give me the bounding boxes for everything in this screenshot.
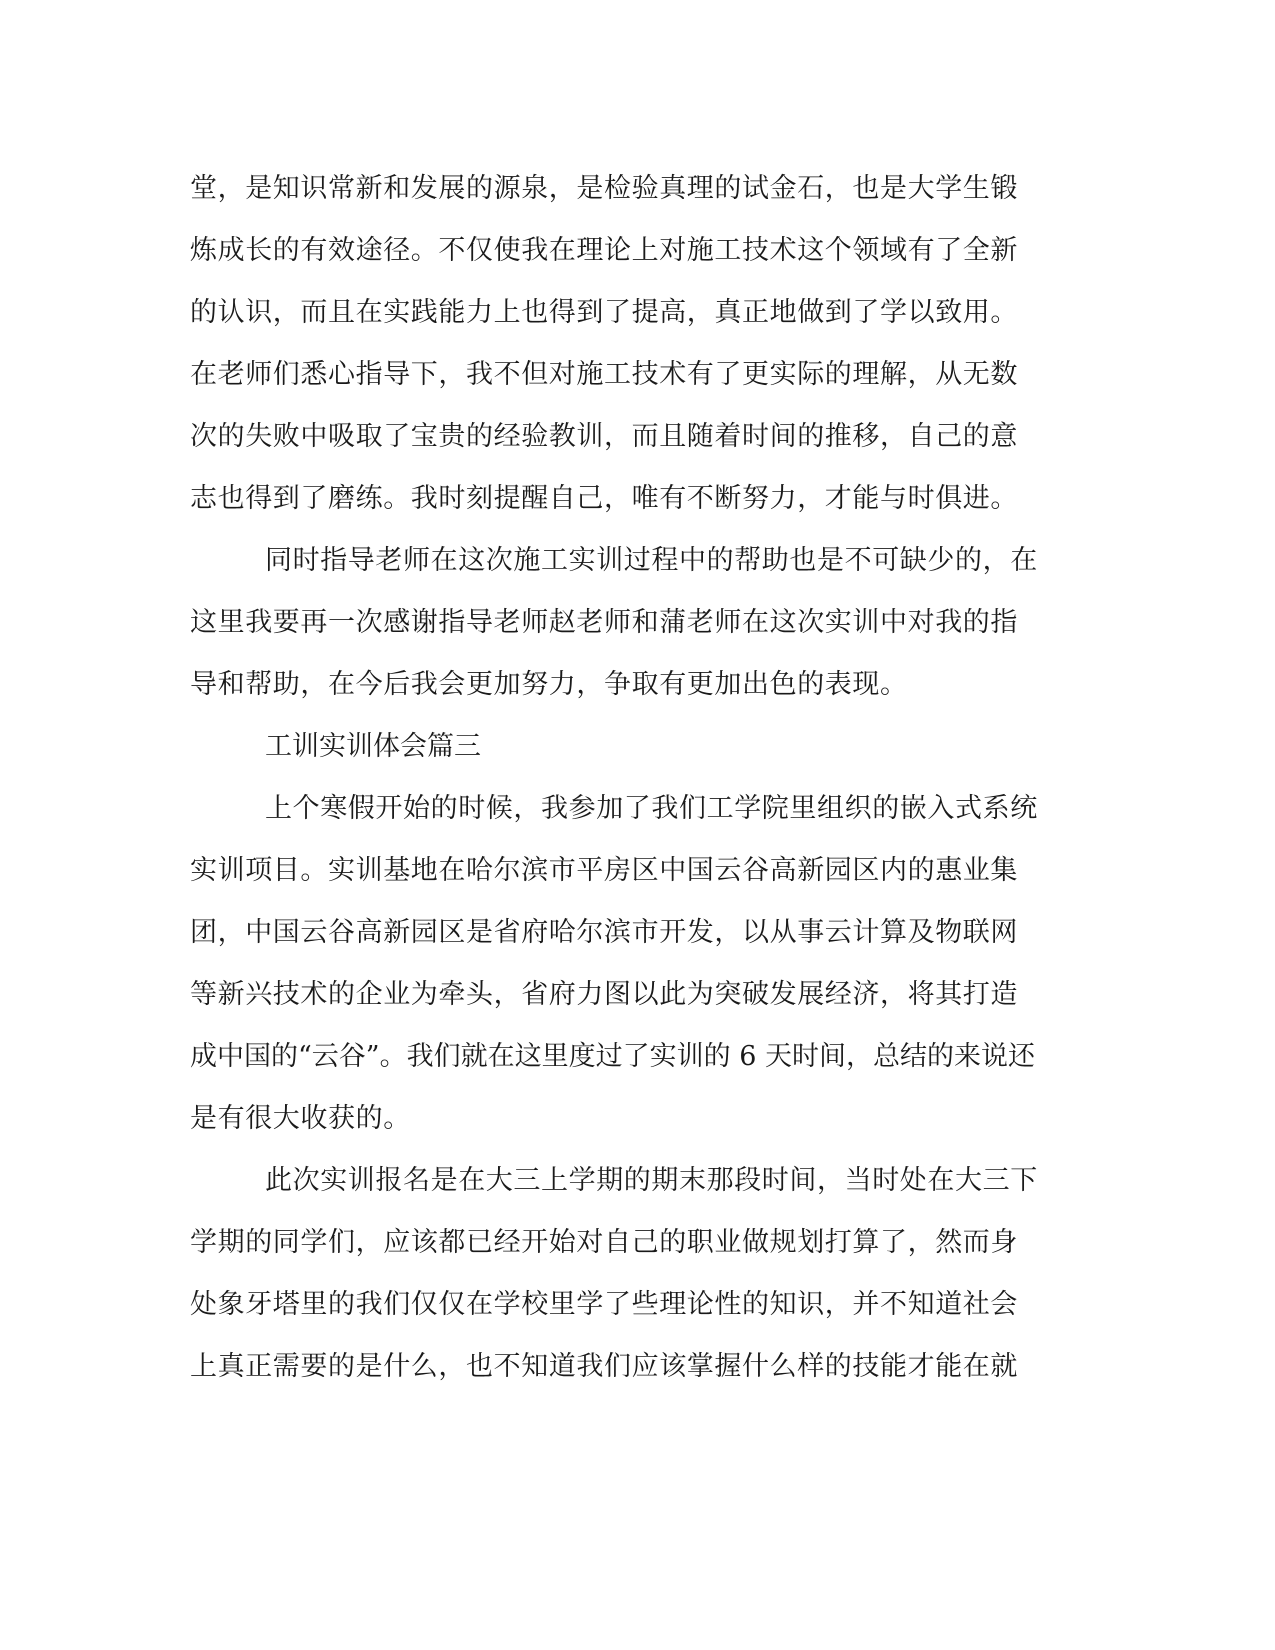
text-line: 此次实训报名是在大三上学期的期末那段时间，当时处在大三下 — [265, 1165, 1038, 1196]
section-heading: 工训实训体会篇三 — [265, 731, 481, 762]
text-line: 上真正需要的是什么，也不知道我们应该掌握什么样的技能才能在就 — [190, 1351, 1018, 1382]
text-line: 学期的同学们，应该都已经开始对自己的职业做规划打算了，然而身 — [190, 1227, 1018, 1258]
text-line: 堂，是知识常新和发展的源泉，是检验真理的试金石，也是大学生锻 — [190, 173, 1018, 204]
text-line: 上个寒假开始的时候，我参加了我们工学院里组织的嵌入式系统 — [265, 793, 1038, 824]
text-line: 实训项目。实训基地在哈尔滨市平房区中国云谷高新园区内的惠业集 — [190, 855, 1018, 886]
text-line: 团，中国云谷高新园区是省府哈尔滨市开发，以从事云计算及物联网 — [190, 917, 1018, 948]
text-line: 志也得到了磨练。我时刻提醒自己，唯有不断努力，才能与时俱进。 — [190, 483, 1018, 514]
text-line: 次的失败中吸取了宝贵的经验教训，而且随着时间的推移，自己的意 — [190, 421, 1018, 452]
text-line: 导和帮助，在今后我会更加努力，争取有更加出色的表现。 — [190, 669, 908, 700]
document-body — [190, 158, 1070, 1398]
text-line: 成中国的“云谷”。我们就在这里度过了实训的 6 天时间，总结的来说还 — [190, 1041, 1035, 1072]
text-line: 这里我要再一次感谢指导老师赵老师和蒲老师在这次实训中对我的指 — [190, 607, 1018, 638]
text-line: 在老师们悉心指导下，我不但对施工技术有了更实际的理解，从无数 — [190, 359, 1018, 390]
text-line: 等新兴技术的企业为牵头，省府力图以此为突破发展经济，将其打造 — [190, 979, 1018, 1010]
text-line: 是有很大收获的。 — [190, 1103, 411, 1134]
text-line: 的认识，而且在实践能力上也得到了提高，真正地做到了学以致用。 — [190, 297, 1018, 328]
text-line: 处象牙塔里的我们仅仅在学校里学了些理论性的知识，并不知道社会 — [190, 1289, 1018, 1320]
text-line: 同时指导老师在这次施工实训过程中的帮助也是不可缺少的，在 — [265, 545, 1038, 576]
text-line: 炼成长的有效途径。不仅使我在理论上对施工技术这个领域有了全新 — [190, 235, 1018, 266]
